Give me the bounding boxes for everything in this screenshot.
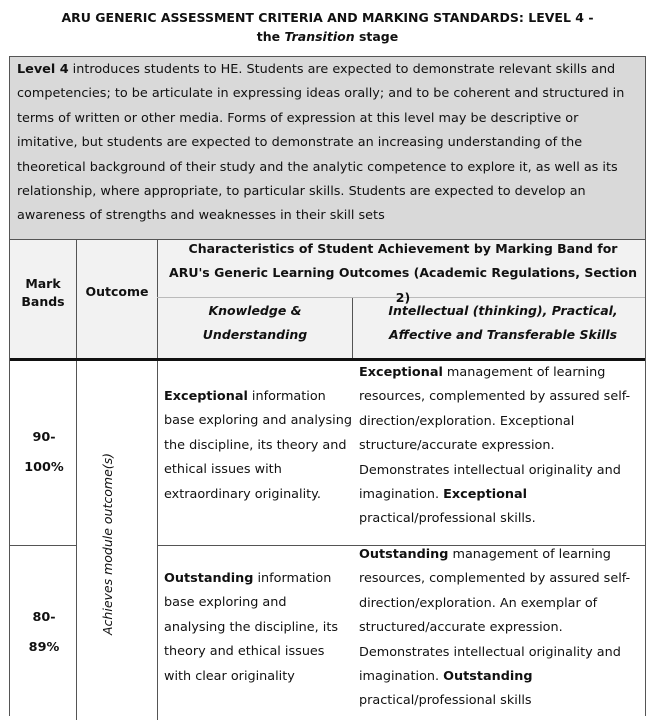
row-band: 80- 89% <box>28 610 60 655</box>
row-knowledge: Outstanding information base exploring and analysing the discipline, its theory and ethical issues with clear originality <box>164 571 339 684</box>
title-line-2: the Transition stage <box>256 29 399 44</box>
intro-paragraph <box>10 57 645 240</box>
intro-lead: Level 4 <box>17 62 69 77</box>
row-band: 90- 100% <box>24 430 64 475</box>
page-title <box>0 8 655 46</box>
row-skills: Exceptional management of learning resources, complemented by assured self-direction/exploration. Exceptional structure/accurate expression. Demonstrates intellectual originality and imagination. Exceptional practical/professional skills. <box>359 365 631 527</box>
header-skills: Intellectual (thinking), Practical, Affective and Transferable Skills <box>388 303 618 343</box>
header-characteristics: Characteristics of Student Achievement by Marking Band for ARU's Generic Learning Outcomes (Academic Regulations, Section 2) <box>169 241 637 305</box>
title-line-1: ARU GENERIC ASSESSMENT CRITERIA AND MARKING STANDARDS: LEVEL 4 - <box>61 10 594 25</box>
row-skills: Outstanding management of learning resources, complemented by assured self-direction/exploration. An exemplar of structured/accurate expression. Demonstrates intellectual originality and imagination. Outstanding practical/professional skills <box>359 547 631 709</box>
header-outcome: Outcome <box>85 284 149 299</box>
outcome-vertical-label: Achieves module outcome(s) <box>100 452 115 635</box>
intro-text: introduces students to HE. Students are expected to demonstrate relevant skills and competencies; to be articulate in expressing ideas orally; and to be coherent and structured in terms of written or other media. Forms of expression at this level may be descriptive or imitative, but students are expected to demonstrate an increasing understanding of the theoretical background of their study and the analytic competence to explore it, as well as its relationship, where appropriate, to particular skills. Students are expected to develop an awareness of strengths and weaknesses in their skill sets <box>17 62 625 224</box>
header-mark-bands: Mark Bands <box>21 276 65 309</box>
header-knowledge: Knowledge & Understanding <box>202 303 308 343</box>
row-knowledge: Exceptional information base exploring and analysing the discipline, its theory and ethical issues with extraordinary originality. <box>164 389 352 502</box>
title-italic: Transition <box>284 29 355 44</box>
